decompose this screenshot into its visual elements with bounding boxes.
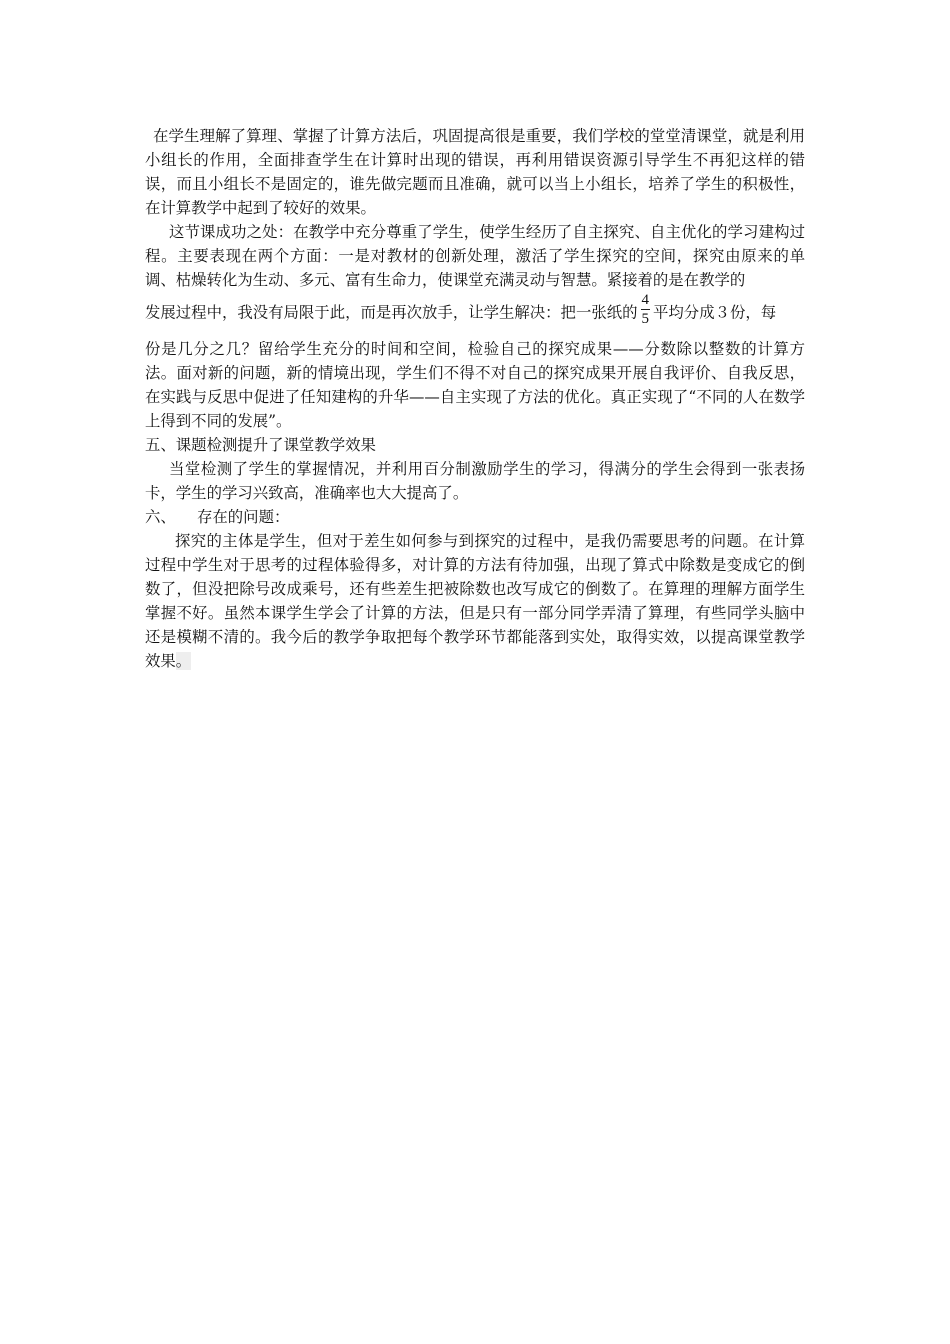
paragraph-success-part-4: 份是几分之几？留给学生充分的时间和空间，检验自己的探究成果——分数除以整数的计算方法。面对新的问题，新的情境出现，学生们不得不对自己的探究成果开展自我评价、自我反思，在实践与反思中促进了任知建构的升华——自主实现了方法的优化。真正实现了“不同的人在数学上得到不同的发展”。 bbox=[145, 340, 805, 430]
document-body bbox=[145, 124, 805, 673]
paragraph-success-fraction-line bbox=[145, 292, 805, 331]
paragraph-problems-end: 。 bbox=[175, 652, 192, 670]
paragraph-success-part-3: 平均分成３份，每 bbox=[653, 303, 777, 322]
paragraph-problems-text: 探究的主体是学生，但对于差生如何参与到探究的过程中，是我仍需要思考的问题。在计算过程中学生对于思考的过程体验得多，对计算的方法有待加强，出现了算式中除数是变成它的倒数了，但没把除号改成乘号，还有些差生把被除数也改写成它的倒数了。在算理的理解方面学生掌握不好。虽然本课学生学会了计算的方法，但是只有一部分同学弄清了算理，有些同学头脑中还是模糊不清的。我今后的教学争取把每个教学环节都能落到实处，取得实效，以提高课堂教学效果 bbox=[145, 532, 805, 670]
fraction-denominator: 5 bbox=[641, 311, 650, 327]
fraction-four-fifths bbox=[641, 292, 651, 327]
paragraph-success-part-2: 发展过程中，我没有局限于此，而是再次放手，让学生解决：把一张纸的 bbox=[145, 303, 638, 322]
paragraph-test: 当堂检测了学生的掌握情况，并利用百分制激励学生的学习，得满分的学生会得到一张表扬卡，学生的学习兴致高，准确率也大大提高了。 bbox=[145, 460, 805, 502]
fraction-numerator: 4 bbox=[641, 292, 650, 308]
paragraph-success-part-1: 这节课成功之处：在教学中充分尊重了学生，使学生经历了自主探究、自主优化的学习建构过程。主要表现在两个方面：一是对教材的创新处理，激活了学生探究的空间，探究由原来的单调、枯燥转化为生动、多元、富有生命力，使课堂充满灵动与智慧。紧接着的是在教学的 bbox=[145, 223, 805, 289]
section-number-six: 六、 bbox=[145, 508, 176, 526]
section-heading-six bbox=[145, 505, 805, 529]
paragraph-problems bbox=[145, 529, 805, 673]
section-heading-five: 五、课题检测提升了课堂教学效果 bbox=[145, 436, 376, 454]
paragraph-consolidation: 在学生理解了算理、掌握了计算方法后，巩固提高很是重要，我们学校的堂堂清课堂，就是利用小组长的作用，全面排查学生在计算时出现的错误，再利用错误资源引导学生不再犯这样的错误，而且小组长不是固定的，谁先做完题而且准确，就可以当上小组长，培养了学生的积极性，在计算教学中起到了较好的效果。 bbox=[145, 127, 805, 217]
section-title-six: 存在的问题： bbox=[197, 508, 290, 526]
